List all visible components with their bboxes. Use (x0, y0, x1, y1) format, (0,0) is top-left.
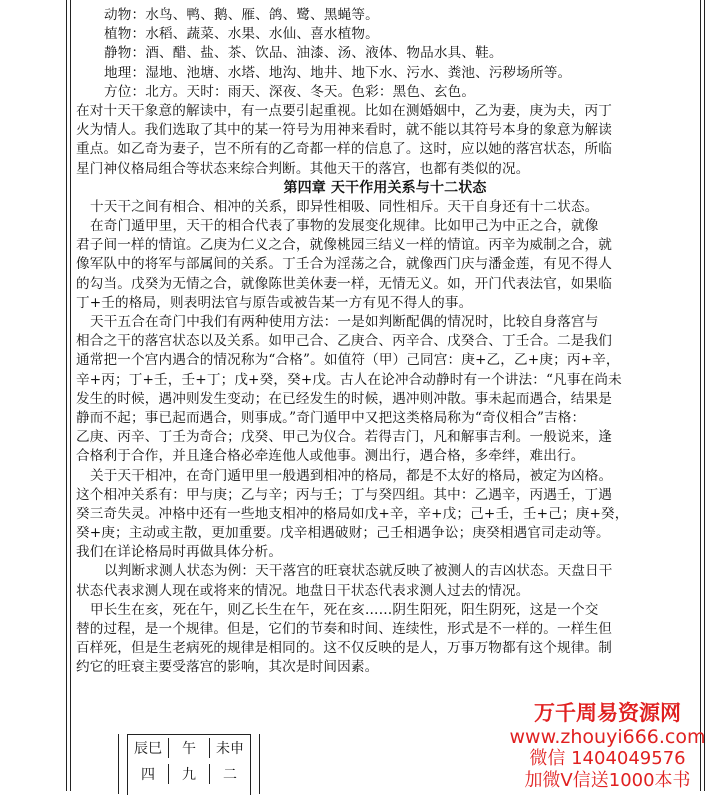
table-row (128, 761, 250, 787)
text-line: 火为情人。我们选取了其中的某一符号为用神来看时，就不能以其符号本身的象意为解读 (76, 122, 613, 139)
text-line: 在奇门遁甲里，天干的相合代表了事物的发展变化规律。比如甲己为中正之合，就像 (90, 218, 599, 235)
text-line: 的勾当。戊癸为无情之合，就像陈世美休妻一样，无情无义。如，开门代表法官，如果临 (76, 275, 613, 292)
text-line: 癸三奇失灵。冲格中还有一些地支相冲的格局如戊+辛，辛+戊；己+壬，壬+己；庚+癸， (76, 505, 629, 522)
watermark (500, 700, 715, 792)
text-line: 方位：北方。天时：雨天、深夜、冬天。色彩：黑色、玄色。 (104, 83, 476, 100)
text-line: 辛+丙；丁+壬，壬+丁；戊+癸，癸+戊。古人在论冲合动静时有一个讲法：“凡事在尚未 (76, 371, 622, 388)
text-line: 百样死，但是生老病死的规律是相同的。这不仅反映的是人，万事万物都有这个规律。制 (76, 640, 613, 657)
watermark-wechat: 微信 1404049576 (529, 748, 686, 769)
text-line: 十天干之间有相合、相冲的关系，即异性相吸、同性相斥。天干自身还有十二状态。 (90, 198, 599, 215)
text-line: 静而不起；事已起而遇合，则事成。”奇门遁甲中又把这类格局称为“奇仪相合”吉格： (76, 409, 586, 426)
text-line: 关于天干相冲，在奇门遁甲里一般遇到相冲的格局，都是不太好的格局，被定为凶格。 (90, 467, 613, 484)
text-line: 重点。如乙奇为妻子，岂不所有的乙奇都一样的信息了。这时，应以她的落宫状态，所临 (76, 141, 613, 158)
text-line: 甲长生在亥，死在午，则乙长生在午，死在亥……阴生阳死，阳生阴死，这是一个交 (90, 601, 599, 618)
palace-table (118, 734, 260, 794)
text-line: 合格利于合作，并且逢合格必牵连他人或他事。测出行，遇合格，多牵绊，难出行。 (76, 448, 585, 465)
table-cell: 未申 (216, 741, 244, 757)
text-line: 天干五合在奇门中我们有两种使用方法：一是如判断配偶的情况时，比较自身落宫与 (90, 314, 599, 330)
text-line: 君子间一样的情谊。乙庚为仁义之合，就像桃园三结义一样的情谊。丙辛为威制之合，就 (76, 237, 613, 254)
text-line: 丁+壬的格局，则表明法官与原告或被告某一方有见不得人的事。 (76, 294, 473, 311)
watermark-url: www.zhouyi666.com (509, 726, 706, 748)
table-cell: 九 (168, 764, 210, 784)
text-line: 以判断求测人状态为例：天干落宫的旺衰状态就反映了被测人的吉凶状态。天盘日干 (104, 563, 613, 580)
watermark-title: 万千周易资源网 (534, 701, 681, 725)
text-line: 状态代表求测人现在或将来的情况。地盘日干状态代表求测人过去的情况。 (76, 582, 530, 599)
text-line: 静物：酒、醋、盐、茶、饮品、油漆、汤、液体、物品水具、鞋。 (104, 45, 503, 62)
page-border-right (700, 0, 705, 791)
text-line: 这个相冲关系有：甲与庚；乙与辛；丙与壬；丁与癸四组。其中：乙遇辛，丙遇壬，丁遇 (76, 486, 613, 503)
document-body (76, 6, 694, 678)
text-line: 像军队中的将军与部属间的关系。丁壬合为淫荡之合，就像西门庆与潘金莲，有见不得人 (76, 256, 613, 273)
watermark-offer: 加微V信送1000本书 (524, 770, 691, 791)
text-line: 相合之干的落宫状态以及关系。如甲己合、乙庚合、丙辛合、戊癸合、丁壬合。二是我们 (76, 333, 613, 350)
text-line: 替的过程，是一个规律。但是，它们的节奏和时间、连续性，形式是不一样的。一样生但 (76, 621, 613, 637)
palace-table-grid (127, 734, 251, 795)
table-cell: 辰巳 (134, 741, 162, 757)
chapter-heading: 第四章 天干作用关系与十二状态 (283, 179, 487, 196)
table-cell: 二 (223, 767, 237, 783)
text-line: 通常把一个宫内遇合的情况称为“合格”。如值符（甲）己同宫：庚+乙，乙+庚；丙+辛， (76, 352, 620, 369)
text-line: 植物：水稻、蔬菜、水果、水仙、喜水植物。 (104, 26, 379, 43)
text-line: 动物：水鸟、鸭、鹅、雁、鸽、鹭、黑蝇等。 (104, 7, 379, 23)
text-line: 发生的时候，遇冲则发生变动；在已经发生的时候，遇冲则冲散。事未起而遇合，结果是 (76, 390, 613, 407)
table-row (128, 735, 250, 761)
text-line: 我们在详论格局时再做具体分析。 (76, 544, 283, 561)
page-border-left (66, 0, 71, 791)
text-line: 星门神仪格局组合等状态来综合判断。其他天干的落宫，也都有类似的况。 (76, 160, 530, 177)
table-cell: 午 (168, 738, 210, 758)
text-line: 在对十天干象意的解读中，有一点要引起重视。比如在测婚姻中，乙为妻，庚为夫，丙丁 (76, 102, 613, 119)
text-line: 癸+庚；主动或主散，更加重要。戊辛相遇破财；己壬相遇争讼；庚癸相遇官司走动等。 (76, 525, 610, 542)
table-cell: 四 (141, 767, 155, 783)
text-line: 约它的旺衰主要受落宫的影响，其次是时间因素。 (76, 659, 379, 676)
text-line: 乙庚、丙辛、丁壬为奇合；戊癸、甲己为仪合。若得吉门，凡和解事吉利。一般说来，逢 (76, 429, 613, 446)
text-line: 地理：湿地、池塘、水塔、地沟、地井、地下水、污水、粪池、污秽场所等。 (104, 64, 572, 81)
